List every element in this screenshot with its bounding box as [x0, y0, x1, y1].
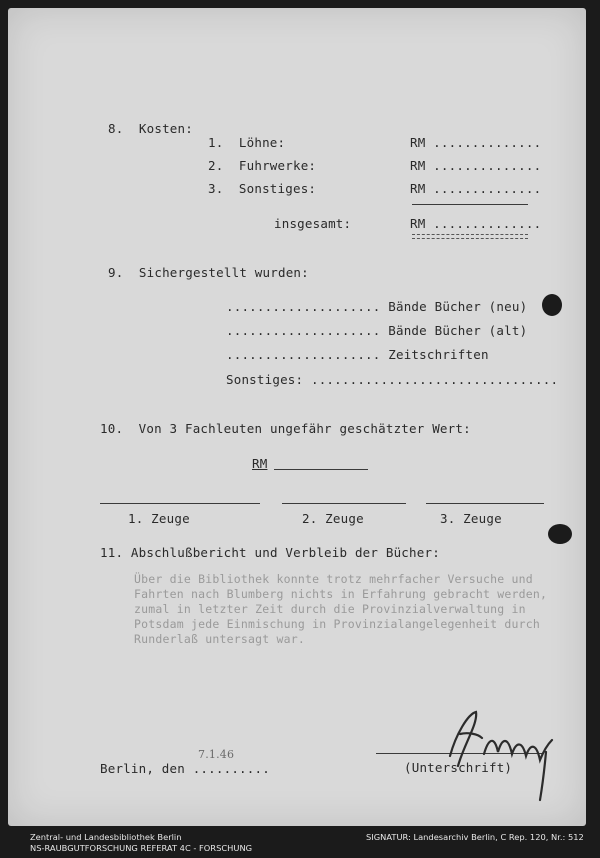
secured-periodicals: .................... Zeitschriften	[226, 347, 489, 362]
cost-total-rm: RM ..............	[410, 216, 542, 231]
secured-books-old: .................... Bände Bücher (alt)	[226, 323, 528, 338]
report-line-4: Potsdam jede Einmischung in Provinzialangelegenheit durch	[134, 617, 541, 631]
cost-item-fuhrwerke-rm: RM ..............	[410, 158, 542, 173]
estimated-value-rule	[274, 469, 368, 470]
cost-total-double-rule	[412, 234, 528, 239]
section-9-label: 9. Sichergestellt wurden:	[108, 265, 309, 280]
cost-total-label: insgesamt:	[274, 216, 352, 231]
witness-3-line	[426, 503, 544, 504]
witness-1-line	[100, 503, 260, 504]
secured-books-new: .................... Bände Bücher (neu)	[226, 299, 528, 314]
cost-item-fuhrwerke: 2. Fuhrwerke:	[208, 158, 317, 173]
witness-3-label: 3. Zeuge	[440, 511, 502, 526]
section-10-label: 10. Von 3 Fachleuten ungefähr geschätzter Wert:	[100, 421, 471, 436]
report-line-2: Fahrten nach Blumberg nichts in Erfahrung gebracht werden,	[134, 587, 548, 601]
punch-hole-top	[542, 294, 562, 316]
report-line-5: Runderlaß untersagt war.	[134, 632, 305, 646]
footer-archive-line-2: NS-RAUBGUTFORSCHUNG REFERAT 4C - FORSCHUNG	[30, 843, 253, 853]
punch-hole-bottom	[548, 524, 572, 544]
footer-archive-line-1: Zentral- und Landesbibliothek Berlin	[30, 832, 182, 842]
handwritten-signature	[438, 704, 558, 804]
report-line-3: zumal in letzter Zeit durch die Provinzialverwaltung in	[134, 602, 526, 616]
section-11-label: 11. Abschlußbericht und Verbleib der Bücher:	[100, 545, 440, 560]
place-and-date-label: Berlin, den ..........	[100, 761, 270, 776]
cost-item-sonstiges: 3. Sonstiges:	[208, 181, 317, 196]
witness-2-label: 2. Zeuge	[302, 511, 364, 526]
document-page	[8, 8, 586, 826]
cost-total-rule	[412, 204, 528, 205]
handwritten-date: 7.1.46	[198, 748, 235, 761]
signature-caption: (Unterschrift)	[404, 760, 513, 775]
witness-2-line	[282, 503, 406, 504]
estimated-value-rm: RM	[252, 456, 268, 471]
cost-item-loehne: 1. Löhne:	[208, 135, 286, 150]
cost-item-sonstiges-rm: RM ..............	[410, 181, 542, 196]
section-8-label: 8. Kosten:	[108, 121, 193, 136]
secured-other: Sonstiges: ................................	[226, 372, 559, 387]
report-line-1: Über die Bibliothek konnte trotz mehrfacher Versuche und	[134, 572, 533, 586]
cost-item-loehne-rm: RM ..............	[410, 135, 542, 150]
witness-1-label: 1. Zeuge	[128, 511, 190, 526]
footer-signature: SIGNATUR: Landesarchiv Berlin, C Rep. 120, Nr.: 512	[366, 832, 584, 842]
